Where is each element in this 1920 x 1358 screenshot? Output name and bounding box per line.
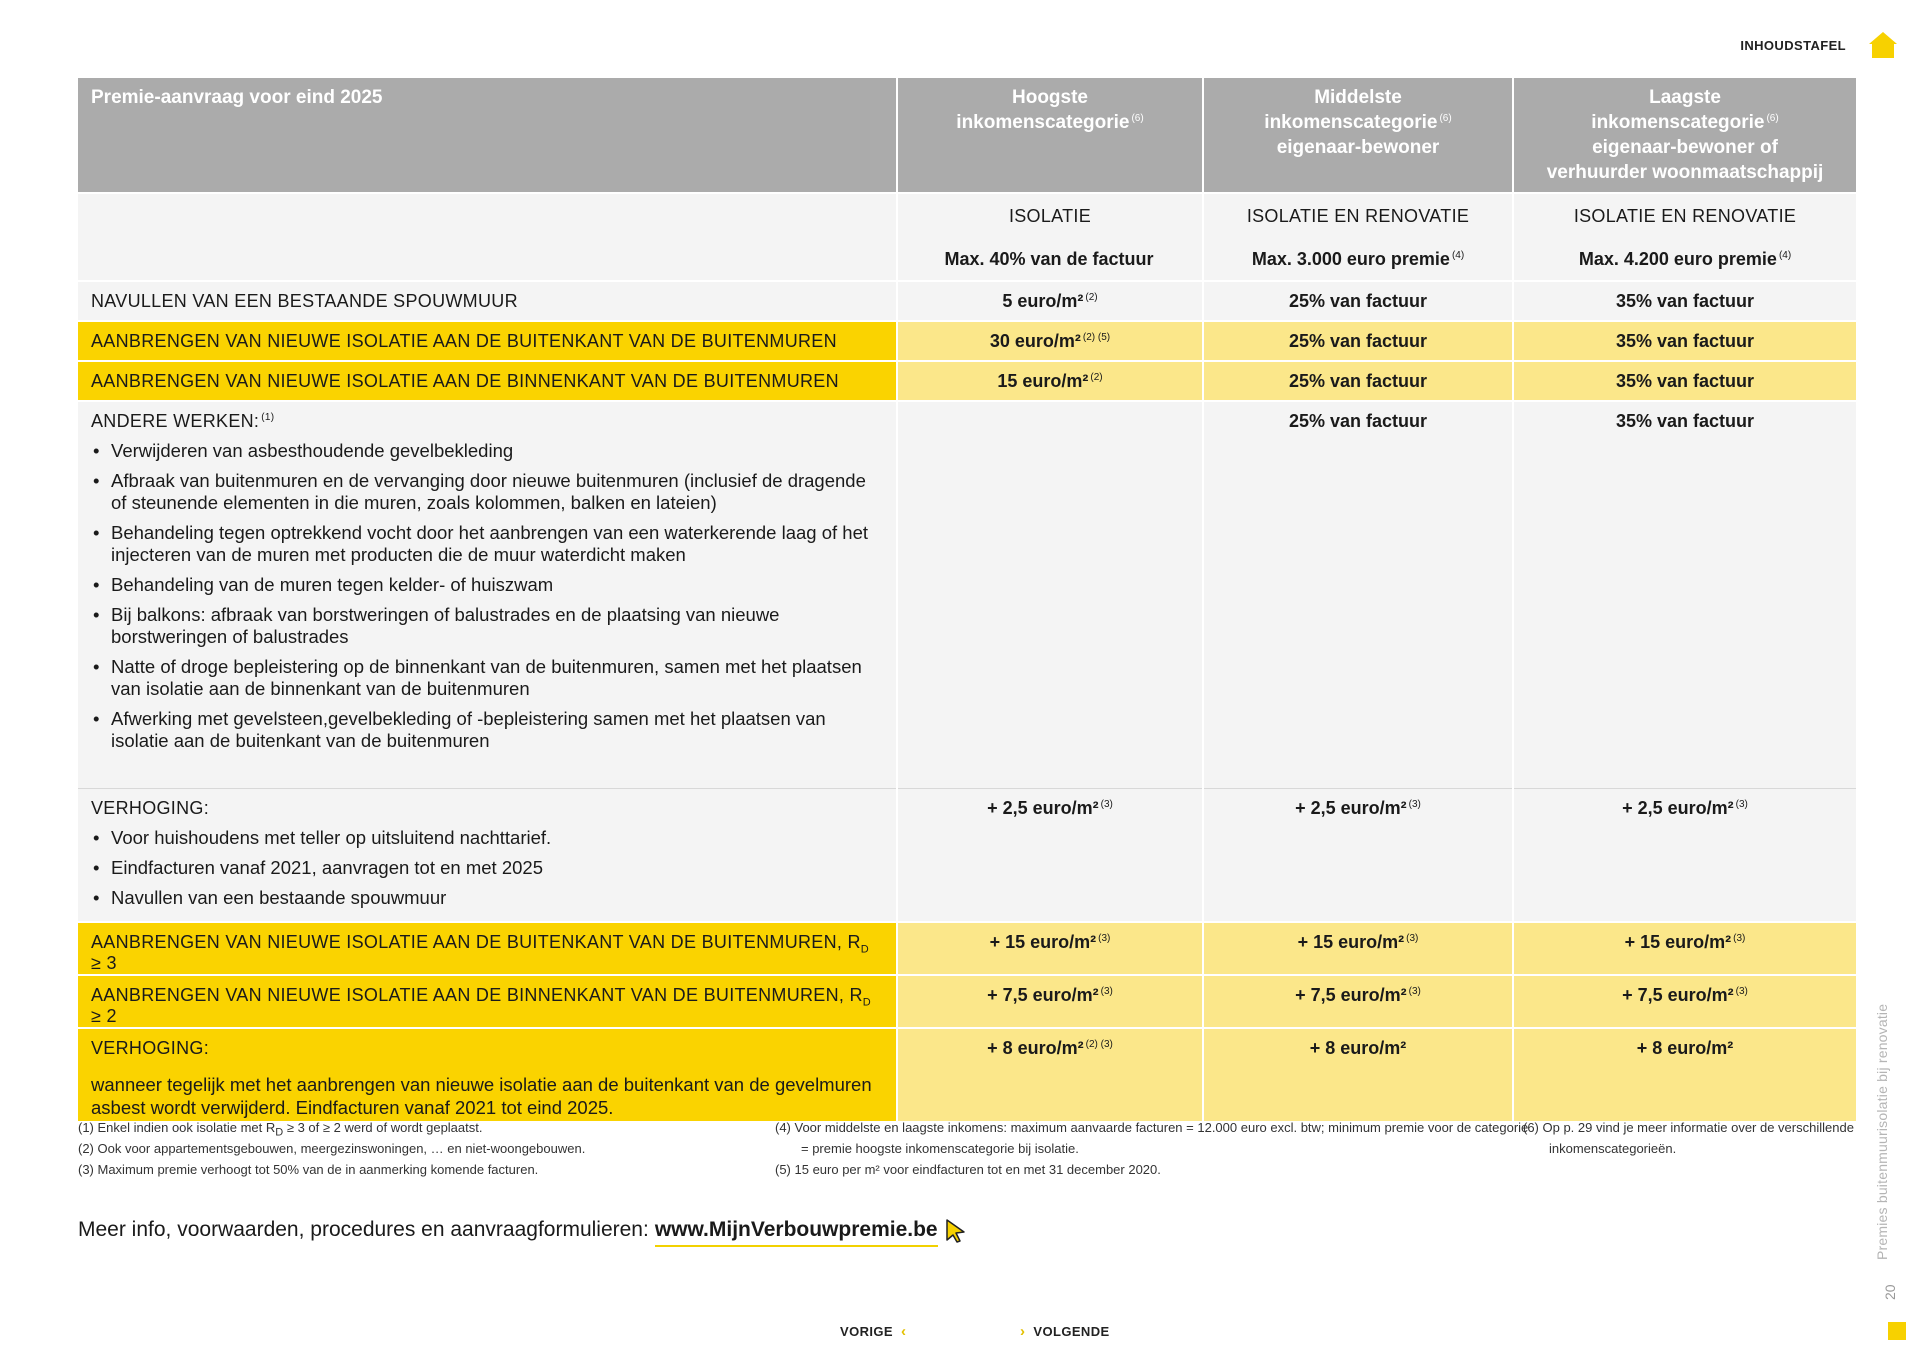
footnotes-col-3 — [1523, 1117, 1856, 1159]
asbest-description: wanneer tegelijk met het aanbrengen van nieuwe isolatie aan de buitenkant van de gevelmuren asbest wordt verwijderd. Eindfacturen vanaf 2021 tot eind 2025. — [91, 1074, 872, 1118]
list-item: • Afwerking met gevelsteen,gevelbekleding of -bepleistering samen met het plaatsen van isolatie aan de buitenkant van de buitenmuren — [91, 708, 883, 752]
row-label: AANBRENGEN VAN NIEUWE ISOLATIE AAN DE BINNENKANT VAN DE BUITENMUREN, $R_D \ge 2$ — [78, 975, 897, 1028]
cell-hoogste: + 7,5 euro/m² $^{(3)}$ — [897, 975, 1203, 1028]
footnotes-col-2 — [775, 1117, 1535, 1180]
list-item: • Navullen van een bestaande spouwmuur — [91, 887, 883, 909]
list-item: • Behandeling van de muren tegen kelder- of huiszwam — [91, 574, 883, 596]
premie-table — [78, 78, 1856, 1123]
list-item: • Eindfacturen vanaf 2021, aanvragen tot en met 2025 — [91, 857, 883, 879]
next-label: VOLGENDE — [1033, 1324, 1110, 1339]
cell-laagste: 35% van factuur — [1513, 361, 1856, 401]
list-item: • Natte of droge bepleistering op de binnenkant van de buitenmuren, samen met het plaatsen van isolatie aan de binnenkant van de buitenmuren — [91, 656, 883, 700]
subheader-middelste: ISOLATIE EN RENOVATIE Max. 3.000 euro premie $^{(4)}$ — [1203, 193, 1513, 281]
table-row-andere-werken — [78, 401, 1856, 788]
cell-hoogste: 30 euro/m² $^{(2) (5)}$ — [897, 321, 1203, 361]
table-row — [78, 361, 1856, 401]
table-subheader-row — [78, 193, 1856, 281]
cell-laagste: + 7,5 euro/m² $^{(3)}$ — [1513, 975, 1856, 1028]
row-label: AANBRENGEN VAN NIEUWE ISOLATIE AAN DE BINNENKANT VAN DE BUITENMUREN — [78, 361, 897, 401]
header-middelste: Middelste inkomenscategorie $^{(6)}$ eigenaar-bewoner — [1203, 78, 1513, 193]
header-hoogste: Hoogste inkomenscategorie $^{(6)}$ — [897, 78, 1203, 193]
footnote: (1) Enkel indien ook isolatie met $R_D \ge 3$ of ≥ 2 werd of wordt geplaatst. — [78, 1120, 483, 1139]
header-laagste: Laagste inkomenscategorie $^{(6)}$ eigenaar-bewoner of verhuurder woonmaatschappij — [1513, 78, 1856, 193]
row-label: NAVULLEN VAN EEN BESTAANDE SPOUWMUUR — [78, 281, 897, 321]
footnote: (3) Maximum premie verhoogt tot 50% van de in aanmerking komende facturen. — [78, 1162, 539, 1177]
prev-button[interactable] — [840, 1323, 906, 1340]
table-header-row — [78, 78, 1856, 193]
cursor-icon — [944, 1218, 968, 1244]
row-label-verhoging: VERHOGING: • Voor huishoudens met teller op uitsluitend nachttarief. • Eindfacturen vanaf 2021, aanvragen tot en met 2025 • Navullen van een bestaande spouwmuur — [78, 788, 897, 922]
cell-hoogste: + 8 euro/m² $^{(2) (3)}$ — [897, 1028, 1203, 1122]
footnotes-col-1 — [78, 1117, 738, 1180]
top-bar — [1740, 30, 1898, 60]
footnote: (4) Voor middelste en laagste inkomens: maximum aanvaarde facturen = 12.000 euro excl. btw; minimum premie voor de categorie = premie hoogste inkomenscategorie bij isolatie. — [775, 1120, 1529, 1156]
cell-middelste: + 7,5 euro/m² $^{(3)}$ — [1203, 975, 1513, 1028]
list-item: • Verwijderen van asbesthoudende gevelbekleding — [91, 440, 883, 462]
next-button[interactable] — [1020, 1323, 1110, 1340]
cell-hoogste: 5 euro/m² $^{(2)}$ — [897, 281, 1203, 321]
table-row — [78, 321, 1856, 361]
andere-werken-list — [91, 440, 883, 752]
row-label-asbest: VERHOGING: wanneer tegelijk met het aanbrengen van nieuwe isolatie aan de buitenkant van de gevelmuren asbest wordt verwijderd. Eindfacturen vanaf 2021 tot eind 2025. — [78, 1028, 897, 1122]
table-row-verhoging — [78, 788, 1856, 922]
cell-middelste: 25% van factuur — [1203, 401, 1513, 788]
subheader-hoogste: ISOLATIE Max. 40% van de factuur — [897, 193, 1203, 281]
footnote: (2) Ook voor appartementsgebouwen, meergezinswoningen, … en niet-woongebouwen. — [78, 1141, 586, 1156]
table-row — [78, 922, 1856, 975]
subheader-laagste: ISOLATIE EN RENOVATIE Max. 4.200 euro premie $^{(4)}$ — [1513, 193, 1856, 281]
table-row-asbest — [78, 1028, 1856, 1122]
footnote: (6) Op p. 29 vind je meer informatie over de verschillende inkomenscategorieën. — [1523, 1120, 1854, 1156]
list-item: • Bij balkons: afbraak van borstweringen of balustrades en de plaatsing van nieuwe borstweringen of balustrades — [91, 604, 883, 648]
footnote: (5) 15 euro per m² voor eindfacturen tot en met 31 december 2020. — [775, 1162, 1161, 1177]
chevron-right-icon: › — [1020, 1323, 1026, 1340]
list-item: • Afbraak van buitenmuren en de vervanging door nieuwe buitenmuren (inclusief de dragende of steunende elementen in die muren, zoals kolommen, balken en lateien) — [91, 470, 883, 514]
toc-link[interactable]: INHOUDSTAFEL — [1740, 37, 1846, 53]
cell-middelste: 25% van factuur — [1203, 281, 1513, 321]
cell-laagste: + 8 euro/m² — [1513, 1028, 1856, 1122]
more-info-text: Meer info, voorwaarden, procedures en aanvraagformulieren: — [78, 1218, 649, 1241]
verhoging-list — [91, 827, 883, 909]
cell-laagste: 35% van factuur — [1513, 281, 1856, 321]
cell-laagste: + 15 euro/m² $^{(3)}$ — [1513, 922, 1856, 975]
cell-laagste: 35% van factuur — [1513, 401, 1856, 788]
chevron-left-icon: ‹ — [900, 1323, 907, 1340]
cell-hoogste — [897, 401, 1203, 788]
list-item: • Behandeling tegen optrekkend vocht door het aanbrengen van een waterkerende laag of het injecteren van de muren met producten die de muur waterdicht maken — [91, 522, 883, 566]
cell-laagste: + 2,5 euro/m² $^{(3)}$ — [1513, 788, 1856, 922]
page-marker — [1888, 1322, 1906, 1340]
premie-website-link[interactable]: www.MijnVerbouwpremie.be — [655, 1218, 938, 1247]
row-label: AANBRENGEN VAN NIEUWE ISOLATIE AAN DE BUITENKANT VAN DE BUITENMUREN — [78, 321, 897, 361]
row-label: AANBRENGEN VAN NIEUWE ISOLATIE AAN DE BUITENKANT VAN DE BUITENMUREN, $R_D \ge 3$ — [78, 922, 897, 975]
side-title: Premies buitenmuurisolatie bij renovatie — [1874, 1003, 1890, 1260]
cell-middelste: + 2,5 euro/m² $^{(3)}$ — [1203, 788, 1513, 922]
list-item: • Voor huishoudens met teller op uitsluitend nachttarief. — [91, 827, 883, 849]
cell-hoogste: + 2,5 euro/m² $^{(3)}$ — [897, 788, 1203, 922]
cell-hoogste: 15 euro/m² $^{(2)}$ — [897, 361, 1203, 401]
table-row — [78, 975, 1856, 1028]
cell-middelste: 25% van factuur — [1203, 361, 1513, 401]
table-row — [78, 281, 1856, 321]
subheader-blank — [78, 193, 897, 281]
cell-hoogste: + 15 euro/m² $^{(3)}$ — [897, 922, 1203, 975]
page-number: 20 — [1882, 1284, 1898, 1300]
prev-label: VORIGE — [840, 1324, 893, 1339]
table-title: Premie-aanvraag voor eind 2025 — [78, 78, 897, 193]
cell-middelste: 25% van factuur — [1203, 321, 1513, 361]
more-info — [78, 1210, 968, 1247]
home-icon[interactable] — [1868, 30, 1898, 60]
row-label-andere-werken: ANDERE WERKEN: $^{(1)}$ • Verwijderen van asbesthoudende gevelbekleding • Afbraak van buitenmuren en de vervanging door nieuwe buitenmuren (inclusief de dragende of steunende elementen in die muren, zoals kolommen, balken en lateien) • Behandeling tegen optrekkend vocht door het aanbrengen van een waterkerende laag of het injecteren van de muren met producten die de muur waterdicht maken • Behandeling van de muren tegen kelder- of huiszwam • Bij balkons: afbraak van borstweringen of balustrades en de plaatsing van nieuwe borstweringen of balustrades • Natte of droge bepleistering op de binnenkant van de buitenmuren, samen met het plaatsen van isolatie aan de binnenkant van de buitenmuren • Afwerking met gevelsteen,gevelbekleding of -bepleistering samen met het plaatsen van isolatie aan de buitenkant van de buitenmuren — [78, 401, 897, 788]
cell-middelste: + 15 euro/m² $^{(3)}$ — [1203, 922, 1513, 975]
cell-middelste: + 8 euro/m² — [1203, 1028, 1513, 1122]
cell-laagste: 35% van factuur — [1513, 321, 1856, 361]
